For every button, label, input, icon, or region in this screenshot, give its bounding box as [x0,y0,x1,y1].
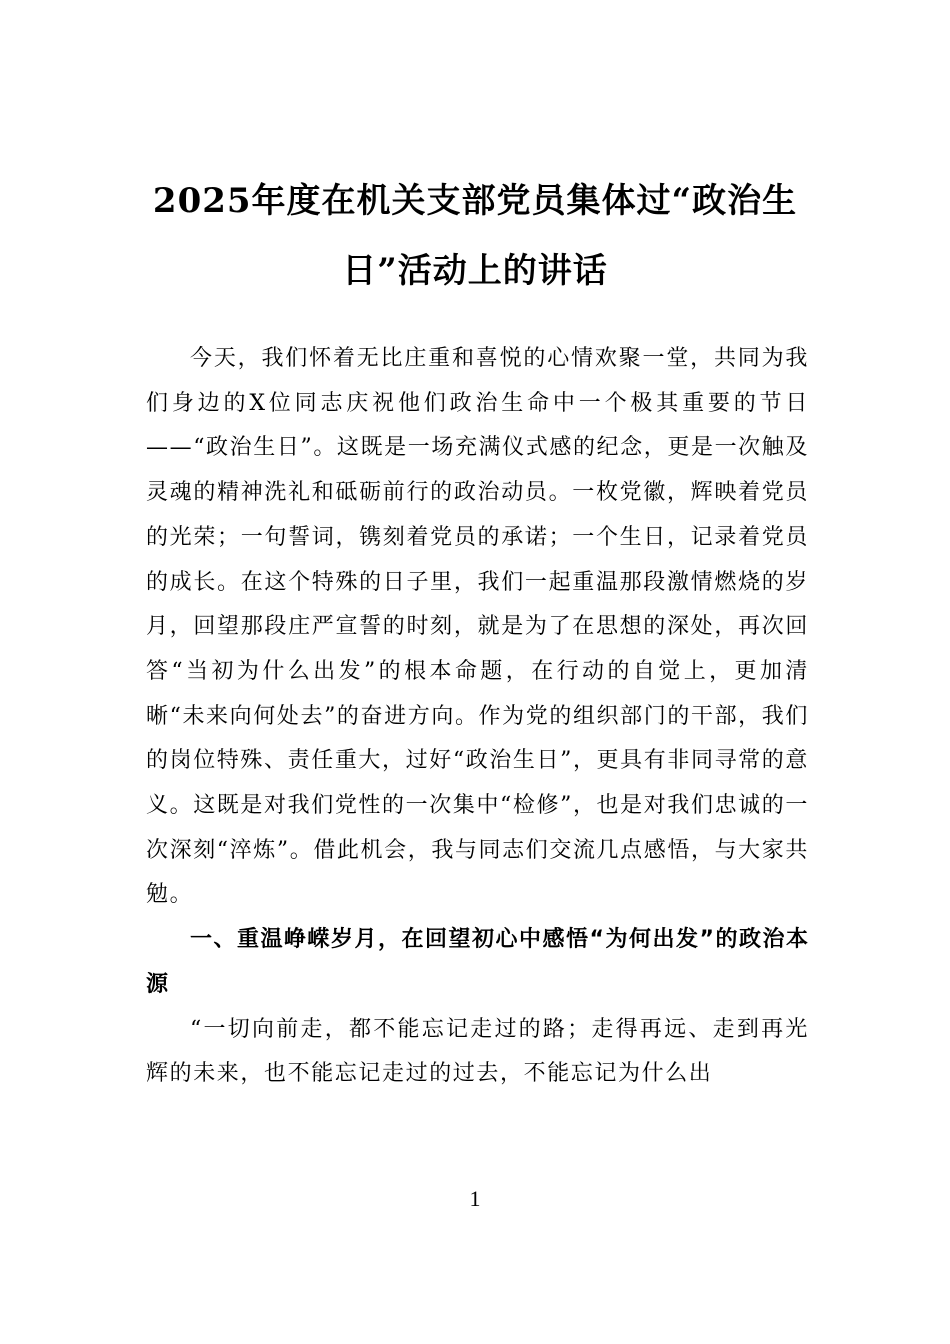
document-title [130,166,820,306]
title-line-1: 2025年度在机关支部党员集体过“政治生 [152,181,798,221]
paragraph-intro: 今天，我们怀着无比庄重和喜悦的心情欢聚一堂，共同为我们身边的X位同志庆祝他们政治生命中一个极其重要的节日——“政治生日”。这既是一场充满仪式感的纪念，更是一次触及灵魂的精神洗礼和砥砺前行的政治动员。一枚党徽，辉映着党员的光荣；一句誓词，镌刻着党员的承诺；一个生日，记录着党员的成长。在这个特殊的日子里，我们一起重温那段激情燃烧的岁月，回望那段庄严宣誓的时刻，就是为了在思想的深处，再次回答“当初为什么出发”的根本命题，在行动的自觉上，更加清晰“未来向何处去”的奋进方向。作为党的组织部门的干部，我们的岗位特殊、责任重大，过好“政治生日”，更具有非同寻常的意义。这既是对我们党性的一次集中“检修”，也是对我们忠诚的一次深刻“淬炼”。借此机会，我与同志们交流几点感悟，与大家共勉。 [146,346,809,908]
paragraph-section-1: “一切向前走，都不能忘记走过的路；走得再远、走到再光辉的未来，也不能忘记走过的过去，不能忘记为什么出 [146,1016,809,1087]
section-heading-1: 一、重温峥嵘岁月，在回望初心中感悟“为何出发”的政治本源 [146,927,809,997]
page-number: 1 [469,1186,481,1211]
title-line-2: 日”活动上的讲话 [342,251,608,291]
document-body [146,337,809,1097]
